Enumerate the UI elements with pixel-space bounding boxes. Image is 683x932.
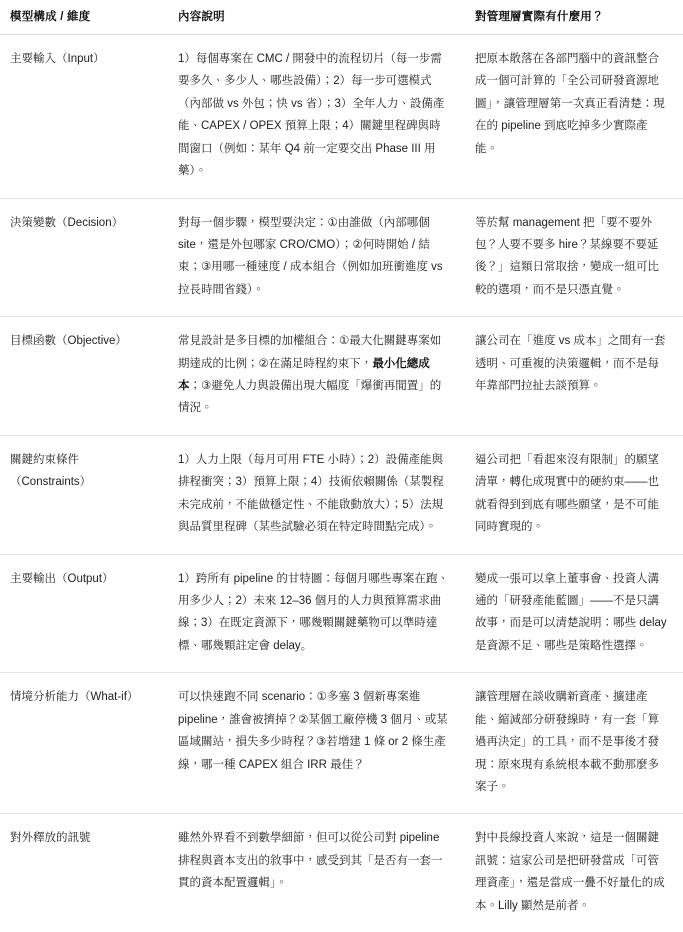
row-description	[168, 317, 465, 436]
description-part-pre: 常見設計是多目標的加權組合：①最大化關鍵專案如期達成的比例；②在滿足時程約束下，	[178, 335, 441, 369]
table-row	[0, 198, 683, 317]
table-row	[0, 814, 683, 932]
row-management-use: 等於幫 management 把「要不要外包？人要不要多 hire？某線要不要延後？」這類日常取捨，變成一組可比較的選項，而不是只憑直覺。	[465, 198, 683, 317]
row-description: 可以快速跑不同 scenario：①多塞 3 個新專案進 pipeline，誰會被擠掉？②某個工廠停機 3 個月、或某區域關站，損失多少時程？③若增建 1 條 or 2 條生產線，哪一種 CAPEX 組合 IRR 最佳？	[168, 673, 465, 814]
column-header-management-use: 對管理層實際有什麼用？	[465, 0, 683, 35]
row-description: 1）人力上限（每月可用 FTE 小時）；2）設備產能與排程衝突；3）預算上限；4）技術依賴關係（某製程未完成前，不能做穩定性、不能啟動放大）；5）法規與品質里程碑（某些試驗必須在特定時間點完成）。	[168, 435, 465, 554]
table-header-row	[0, 0, 683, 35]
row-management-use: 變成一張可以拿上董事會、投資人溝通的「研發產能藍圖」——不是只講故事，而是可以清楚說明：哪些 delay 是資源不足、哪些是策略性選擇。	[465, 554, 683, 673]
row-management-use: 讓管理層在談收購新資產、擴建產能、縮減部分研發線時，有一套「算過再決定」的工具，而不是事後才發現：原來現有系統根本載不動那麼多案子。	[465, 673, 683, 814]
dimension-text: 關鍵約束條件	[10, 449, 154, 471]
table-row	[0, 317, 683, 436]
column-header-description: 內容說明	[168, 0, 465, 35]
dimension-text: 目標函數（Objective）	[10, 330, 154, 352]
row-management-use: 對中長線投資人來說，這是一個關鍵訊號：這家公司是把研發當成「可管理資產」，還是當成一疊不好量化的成本。Lilly 顯然是前者。	[465, 814, 683, 932]
row-dimension-label	[0, 198, 168, 317]
table-row	[0, 673, 683, 814]
dimension-text: 決策變數（Decision）	[10, 212, 154, 234]
dimension-text: 情境分析能力（What-if）	[10, 686, 154, 708]
row-dimension-label	[0, 35, 168, 199]
table-header	[0, 0, 683, 35]
description-emphasis: 最小化總成本	[178, 358, 430, 392]
row-dimension-label	[0, 673, 168, 814]
dimension-text-secondary: （Constraints）	[10, 476, 91, 488]
row-description: 雖然外界看不到數學細節，但可以從公司對 pipeline 排程與資本支出的敘事中，感受到其「是否有一套一貫的資本配置邏輯」。	[168, 814, 465, 932]
row-dimension-label	[0, 317, 168, 436]
row-management-use: 把原本散落在各部門腦中的資訊整合成一個可計算的「全公司研發資源地圖」，讓管理層第一次真正看清楚：現在的 pipeline 到底吃掉多少實際產能。	[465, 35, 683, 199]
column-header-dimension: 模型構成 / 維度	[0, 0, 168, 35]
dimension-text: 對外釋放的訊號	[10, 827, 154, 849]
dimension-text: 主要輸入（Input）	[10, 48, 154, 70]
row-description: 對每一個步驟，模型要決定：①由誰做（內部哪個 site，還是外包哪家 CRO/CMO）；②何時開始 / 結束；③用哪一種速度 / 成本組合（例如加班衝進度 vs 拉長時間省錢）。	[168, 198, 465, 317]
row-management-use: 讓公司在「進度 vs 成本」之間有一套透明、可重複的決策邏輯，而不是每年靠部門拉扯去談預算。	[465, 317, 683, 436]
row-dimension-label	[0, 435, 168, 554]
table-row	[0, 35, 683, 199]
table-row	[0, 554, 683, 673]
dimension-text: 主要輸出（Output）	[10, 568, 154, 590]
row-description: 1）每個專案在 CMC / 開發中的流程切片（每一步需要多久、多少人、哪些設備）；2）每一步可選模式（內部做 vs 外包；快 vs 省）；3）全年人力、設備產能、CAPEX / OPEX 預算上限；4）關鍵里程碑與時間窗口（例如：某年 Q4 前一定要交出 Phase III 用藥）。	[168, 35, 465, 199]
description-part-post: ；③避免人力與設備出現大幅度「爆衝再閒置」的情況。	[178, 380, 441, 414]
row-description: 1）跨所有 pipeline 的甘特圖：每個月哪些專案在跑、用多少人；2）未來 12–36 個月的人力與預算需求曲線；3）在既定資源下，哪幾顆關鍵藥物可以準時達標、哪幾顆註定會 delay。	[168, 554, 465, 673]
table-body	[0, 35, 683, 932]
row-management-use: 逼公司把「看起來沒有限制」的願望清單，轉化成現實中的硬約束——也就看得到到底有哪些願望，是不可能同時實現的。	[465, 435, 683, 554]
row-dimension-label	[0, 554, 168, 673]
row-dimension-label	[0, 814, 168, 932]
table-row	[0, 435, 683, 554]
